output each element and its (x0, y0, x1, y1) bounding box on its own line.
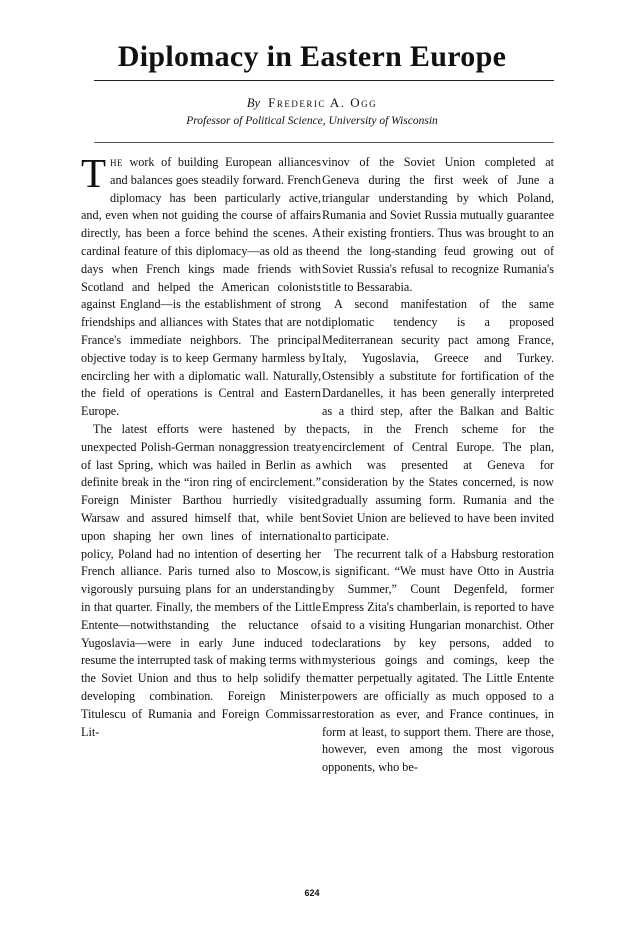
paragraph: The recurrent talk of a Habsburg restoration is significant. “We must have Otto in Austria by Summer,” Count Degenfeld, former Empress Zita's chamberlain, is reported to have said to a visiting Hungarian monarchist. Other declarations by key persons, added to mysterious goings and comings, keep the matter perpetually agitated. The Little Entente powers are officially as much opposed to a restoration as ever, and France continues, in form at least, to support them. There are those, however, even among the most vigorous opponents, who be- (322, 546, 554, 775)
author-name: Frederic A. Ogg (268, 95, 378, 110)
title-rule (94, 80, 554, 81)
byline (60, 95, 564, 111)
byline-by: By (246, 96, 260, 110)
article-title: Diplomacy in Eastern Europe (117, 40, 507, 73)
page-number: 624 (304, 888, 320, 898)
drop-cap: T (81, 150, 107, 196)
paragraph (81, 150, 321, 421)
paragraph-text: work of building European alliances and balances goes steadily forward. French diplomacy has been particularly active, and, even when not guiding the course of affairs directly, has been a force behind the scenes. A cardinal feature of this diplomacy—as old as the days when French kings made friends with Scotland and helped the American colonists against England—is the establishment of strong friendships and alliances with States that are not France's immediate neighbors. The principal objective today is to keep Germany harmless by encircling her with a diplomatic wall. Naturally, the field of operations is Central and Eastern Europe. (81, 155, 321, 419)
lead-in: he (110, 155, 123, 169)
header-rule (94, 142, 554, 143)
author-affiliation: Professor of Political Science, University of Wisconsin (186, 115, 438, 127)
left-column (81, 150, 321, 741)
paragraph: A second manifestation of the same diplomatic tendency is a proposed Mediterranean security pact among France, Italy, Yugoslavia, Greece and Turkey. Ostensibly a substitute for fortification of the Dardanelles, it has been generally interpreted as a third step, after the Balkan and Baltic pacts, in the French scheme for the encirclement of Central Europe. The plan, which was presented at Geneva for consideration by the States concerned, is now gradually assuming form. Rumania and the Soviet Union are believed to have been invited to participate. (322, 297, 554, 543)
paragraph-continuation: vinov of the Soviet Union completed at Geneva during the first week of June a triangular understanding by which Poland, Rumania and Soviet Russia mutually guarantee their existing frontiers. Thus was brought to an end the long-standing feud growing out of Soviet Russia's refusal to recognize Rumania's title to Bessarabia. (322, 155, 554, 294)
paragraph: The latest efforts were hastened by the unexpected Polish-German nonaggression treaty of last Spring, which was hailed in Berlin as a definite break in the “iron ring of encirclement.” Foreign Minister Barthou hurriedly visited Warsaw and assured himself that, while bent upon shaping her own lines of international policy, Poland had no intention of deserting her French alliance. Paris turned also to Moscow, vigorously pursuing plans for an understanding in that quarter. Finally, the members of the Little Entente—notwithstanding the reluctance of Yugoslavia—were in early June induced to resume the interrupted task of making terms with the Soviet Union and thus to help solidify the developing combination. Foreign Minister Titulescu of Rumania and Foreign Commissar Lit- (81, 421, 321, 739)
right-column (322, 154, 554, 777)
